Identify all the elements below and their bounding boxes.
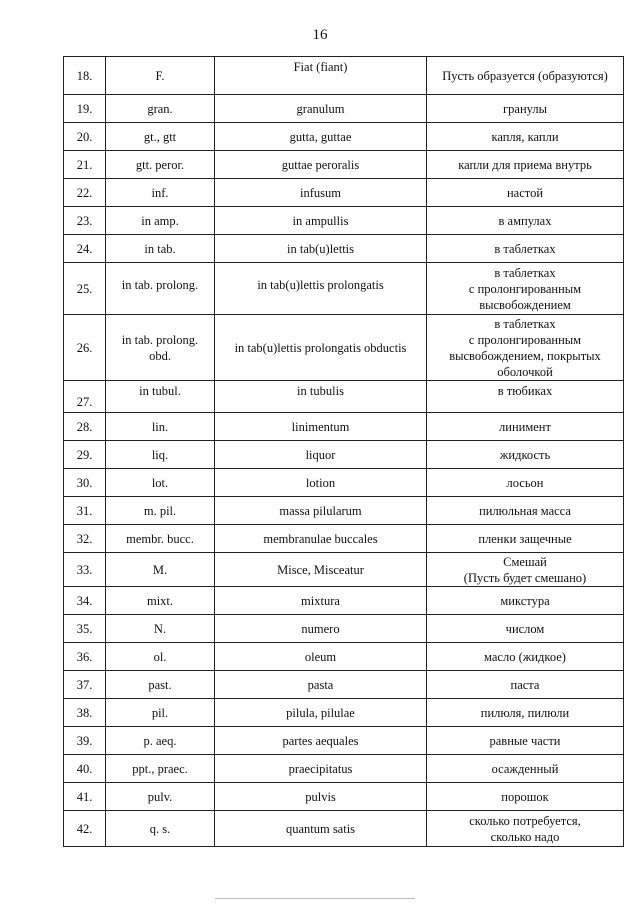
cell-num: 42.	[64, 811, 106, 847]
cell-abbr: q. s.	[106, 811, 215, 847]
cell-latin: Fiat (fiant)	[215, 57, 427, 95]
table-row	[64, 615, 624, 643]
cell-num: 19.	[64, 95, 106, 123]
table-row	[64, 413, 624, 441]
cell-ru: паста	[427, 671, 624, 699]
cell-latin: oleum	[215, 643, 427, 671]
cell-ru: осажденный	[427, 755, 624, 783]
cell-ru: в таблетках с пролонгированным высвобождением	[427, 263, 624, 315]
cell-num: 25.	[64, 263, 106, 315]
cell-latin: granulum	[215, 95, 427, 123]
cell-latin: in tab(u)lettis prolongatis obductis	[215, 315, 427, 381]
cell-num: 23.	[64, 207, 106, 235]
table-row	[64, 727, 624, 755]
cell-ru: Смешай (Пусть будет смешано)	[427, 553, 624, 587]
table-row	[64, 441, 624, 469]
table-row	[64, 95, 624, 123]
table-row	[64, 381, 624, 413]
cell-abbr: mixt.	[106, 587, 215, 615]
cell-ru: микстура	[427, 587, 624, 615]
cell-abbr: M.	[106, 553, 215, 587]
cell-abbr: inf.	[106, 179, 215, 207]
table-row	[64, 469, 624, 497]
table-row	[64, 783, 624, 811]
cell-ru: линимент	[427, 413, 624, 441]
cell-latin: numero	[215, 615, 427, 643]
cell-latin: Misce, Misceatur	[215, 553, 427, 587]
cell-abbr: F.	[106, 57, 215, 95]
cell-latin: in tab(u)lettis	[215, 235, 427, 263]
cell-abbr: pil.	[106, 699, 215, 727]
cell-ru: сколько потребуется, сколько надо	[427, 811, 624, 847]
cell-ru: порошок	[427, 783, 624, 811]
table-row	[64, 643, 624, 671]
cell-ru: масло (жидкое)	[427, 643, 624, 671]
table-row	[64, 497, 624, 525]
cell-abbr: gran.	[106, 95, 215, 123]
table-row	[64, 755, 624, 783]
cell-ru: пилюля, пилюли	[427, 699, 624, 727]
cell-latin: in tubulis	[215, 381, 427, 413]
cell-ru: гранулы	[427, 95, 624, 123]
cell-latin: lotion	[215, 469, 427, 497]
cell-num: 29.	[64, 441, 106, 469]
cell-latin: infusum	[215, 179, 427, 207]
cell-num: 35.	[64, 615, 106, 643]
cell-ru: настой	[427, 179, 624, 207]
cell-ru: равные части	[427, 727, 624, 755]
cell-num: 38.	[64, 699, 106, 727]
cell-ru: пилюльная масса	[427, 497, 624, 525]
bottom-rule	[215, 898, 415, 899]
cell-abbr: past.	[106, 671, 215, 699]
cell-latin: pulvis	[215, 783, 427, 811]
table-row	[64, 123, 624, 151]
cell-latin: massa pilularum	[215, 497, 427, 525]
cell-num: 41.	[64, 783, 106, 811]
table-row	[64, 207, 624, 235]
cell-latin: gutta, guttae	[215, 123, 427, 151]
table-row	[64, 235, 624, 263]
cell-abbr: p. aeq.	[106, 727, 215, 755]
cell-latin: liquor	[215, 441, 427, 469]
table-row	[64, 263, 624, 315]
cell-ru: в таблетках	[427, 235, 624, 263]
cell-latin: in ampullis	[215, 207, 427, 235]
table-row	[64, 671, 624, 699]
cell-ru: Пусть образуется (образуются)	[427, 57, 624, 95]
cell-abbr: in amp.	[106, 207, 215, 235]
cell-num: 21.	[64, 151, 106, 179]
cell-num: 31.	[64, 497, 106, 525]
cell-ru: капли для приема внутрь	[427, 151, 624, 179]
table-row	[64, 699, 624, 727]
cell-latin: guttae peroralis	[215, 151, 427, 179]
cell-ru: капля, капли	[427, 123, 624, 151]
cell-num: 18.	[64, 57, 106, 95]
cell-ru: в тюбиках	[427, 381, 624, 413]
cell-ru: в ампулах	[427, 207, 624, 235]
cell-num: 34.	[64, 587, 106, 615]
cell-latin: partes aequales	[215, 727, 427, 755]
cell-ru: в таблетках с пролонгированным высвобождением, покрытых оболочкой	[427, 315, 624, 381]
cell-latin: in tab(u)lettis prolongatis	[215, 263, 427, 315]
cell-num: 26.	[64, 315, 106, 381]
table-row	[64, 811, 624, 847]
cell-abbr: in tab. prolong.	[106, 263, 215, 315]
table-row	[64, 179, 624, 207]
cell-abbr: N.	[106, 615, 215, 643]
table-row	[64, 57, 624, 95]
cell-num: 30.	[64, 469, 106, 497]
cell-latin: linimentum	[215, 413, 427, 441]
cell-num: 28.	[64, 413, 106, 441]
page-number: 16	[312, 27, 328, 43]
cell-num: 40.	[64, 755, 106, 783]
cell-latin: pasta	[215, 671, 427, 699]
cell-ru: пленки защечные	[427, 525, 624, 553]
cell-abbr: in tab. prolong. obd.	[106, 315, 215, 381]
cell-num: 36.	[64, 643, 106, 671]
cell-abbr: liq.	[106, 441, 215, 469]
cell-latin: quantum satis	[215, 811, 427, 847]
cell-latin: membranulae buccales	[215, 525, 427, 553]
cell-num: 39.	[64, 727, 106, 755]
abbreviations-table	[63, 56, 624, 847]
table-row	[64, 553, 624, 587]
cell-abbr: pulv.	[106, 783, 215, 811]
cell-abbr: in tab.	[106, 235, 215, 263]
cell-latin: mixtura	[215, 587, 427, 615]
cell-ru: лосьон	[427, 469, 624, 497]
cell-num: 22.	[64, 179, 106, 207]
cell-num: 24.	[64, 235, 106, 263]
cell-num: 32.	[64, 525, 106, 553]
table-row	[64, 587, 624, 615]
cell-num: 37.	[64, 671, 106, 699]
cell-abbr: ol.	[106, 643, 215, 671]
cell-latin: pilula, pilulae	[215, 699, 427, 727]
cell-abbr: gt., gtt	[106, 123, 215, 151]
table-row	[64, 525, 624, 553]
cell-abbr: lot.	[106, 469, 215, 497]
cell-abbr: in tubul.	[106, 381, 215, 413]
cell-latin: praecipitatus	[215, 755, 427, 783]
cell-num: 33.	[64, 553, 106, 587]
cell-abbr: membr. bucc.	[106, 525, 215, 553]
cell-abbr: lin.	[106, 413, 215, 441]
cell-num: 20.	[64, 123, 106, 151]
cell-num: 27.	[64, 381, 106, 413]
cell-ru: числом	[427, 615, 624, 643]
table-row	[64, 315, 624, 381]
cell-abbr: m. pil.	[106, 497, 215, 525]
cell-ru: жидкость	[427, 441, 624, 469]
cell-abbr: ppt., praec.	[106, 755, 215, 783]
cell-abbr: gtt. peror.	[106, 151, 215, 179]
table-row	[64, 151, 624, 179]
